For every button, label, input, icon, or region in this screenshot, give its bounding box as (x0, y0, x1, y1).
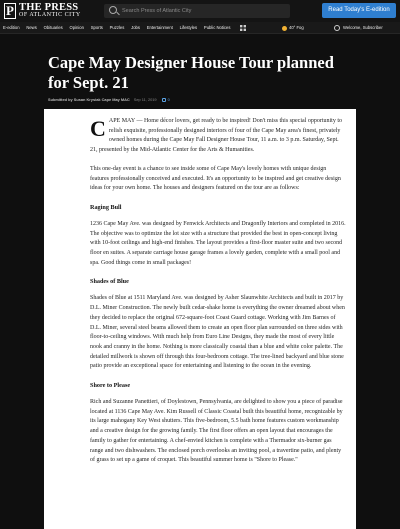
search-placeholder: Search Press of Atlantic City (122, 8, 192, 14)
nav-item-jobs[interactable]: Jobs (131, 25, 140, 30)
search-icon (109, 6, 117, 14)
search-input[interactable] (104, 4, 290, 18)
nav-item-public-notices[interactable]: Public Notices (203, 25, 231, 30)
logo-mark: P (4, 3, 16, 19)
comment-icon[interactable] (162, 98, 166, 102)
logo-title: THE PRESS (19, 2, 79, 13)
article-headline: Cape May Designer House Tour planned for Sept. 21 (48, 53, 334, 92)
weather-widget[interactable] (282, 22, 304, 34)
read-e-edition-button[interactable]: Read Today's E-edition (322, 3, 396, 18)
nav-item-sports[interactable]: Sports (90, 25, 103, 30)
nav-menu (3, 22, 249, 34)
top-bar (0, 0, 400, 22)
intro-text: APE MAY — Home décor lovers, get ready to be inspired! Don't miss this special opportunity to relish exquisite, professionally designed interiors of four of the Cape May area's finest, privately owned homes during the Cape May Fall Designer House Tour, 11 a.m. to 3 p.m. Saturday, Sept. 21, presented by the Mid-Atlantic Center for the Arts & Humanities. (90, 118, 342, 154)
nav-item-opinion[interactable]: Opinion (69, 25, 84, 30)
comment-count[interactable]: 0 (167, 97, 170, 102)
article-intro (90, 117, 346, 156)
weather-icon (282, 26, 287, 31)
section-heading-shades-of-blue: Shades of Blue (90, 278, 129, 286)
article-paragraph: Shades of Blue at 1511 Maryland Ave. was designed by Asher Slaunwhite Architects and built in 2017 by D.L. Miner Construction. The newly built cedar-shake home is everything the owner dreamed about when they decided to replace the original 672-square-foot Coast Guard cottage. Working with Jim Barnes of D.L. Miner, several steel beams allowed them to create an open floor plan surrounded on three sides with floor-to-ceiling windows. With much help from Euro Line Designs, they made the most of every little nook and cranny in the home. Nothing is more classically coastal than a blue and white color palette. The detailed millwork is shown off through this four-bedroom cottage. The tree-lined backyard and blue stone patio provide an exceptional space for entertaining and listening to the ocean in the evening. (90, 295, 345, 370)
article-paragraph: Rich and Suzanne Panettieri, of Doylestown, Pennsylvania, are delighted to show you a piece of paradise located at 1136 Cape May Ave. Kim Russell of Classic Coastal built this beautiful home, recognizable by its large mahogany Key West shutters. This five-bedroom, 5.5 bath home features custom workmanship and a creative design for the growing family. The first floor offers an open layout that encourages the family to gather for entertaining. A chef-envied kitchen is complete with a Thermador six-burner gas range and two dishwashers. The enclosed porch overlooks an inviting pool, a travertine patio, and plenty of grass to set up a game of croquet. This beautiful summer home is "Shore to Please." (90, 399, 343, 464)
account-label: Welcome, Subscriber (343, 25, 383, 30)
article-paragraph: 1236 Cape May Ave. was designed by Fenwick Architects and Dragonfly Interiors and completed in 2016. The objective was to optimize the lot size with a structure that provided the best in open-concept living with 10-foot ceilings and high-end finishes. The layout provides a first-floor master suite and two second floor en suites. A separate carriage house garage frames a lovely garden, complete with a small pool and spa. Good things come in small packages! (90, 220, 346, 266)
nav-item-puzzles[interactable]: Puzzles (109, 25, 125, 30)
nav-item-e-edition[interactable]: E-edition (3, 25, 20, 30)
byline (48, 97, 170, 103)
weather-text: 40° Fog (289, 25, 304, 30)
nav-bar (0, 22, 400, 34)
section-heading-raging-bull: Raging Bull (90, 203, 122, 211)
nav-item-obituaries[interactable]: Obituaries (43, 25, 63, 30)
site-logo[interactable] (4, 3, 86, 19)
nav-item-entertainment[interactable]: Entertainment (146, 25, 173, 30)
account-menu[interactable] (334, 22, 383, 34)
article-paragraph: This one-day event is a chance to see inside some of Cape May's lovely homes with unique design features professionally conceived and executed. It's an opportunity to be inspired and get creative design ideas for your own home. The houses and designers featured on the tour are as follows: (90, 165, 341, 192)
nav-item-news[interactable]: News (26, 25, 37, 30)
publish-date: Sep 11, 2019 (133, 97, 157, 102)
logo-subtitle: OF ATLANTIC CITY (19, 12, 81, 18)
user-icon (334, 25, 340, 31)
section-heading-shore-to-please: Shore to Please (90, 382, 131, 390)
drop-cap: C (90, 116, 106, 141)
nav-item-lifestyles[interactable]: Lifestyles (179, 25, 198, 30)
grid-icon[interactable] (240, 25, 246, 31)
article-body (44, 109, 356, 529)
byline-author: Submitted by Susan Krysiak Cape May MAC (48, 97, 130, 102)
